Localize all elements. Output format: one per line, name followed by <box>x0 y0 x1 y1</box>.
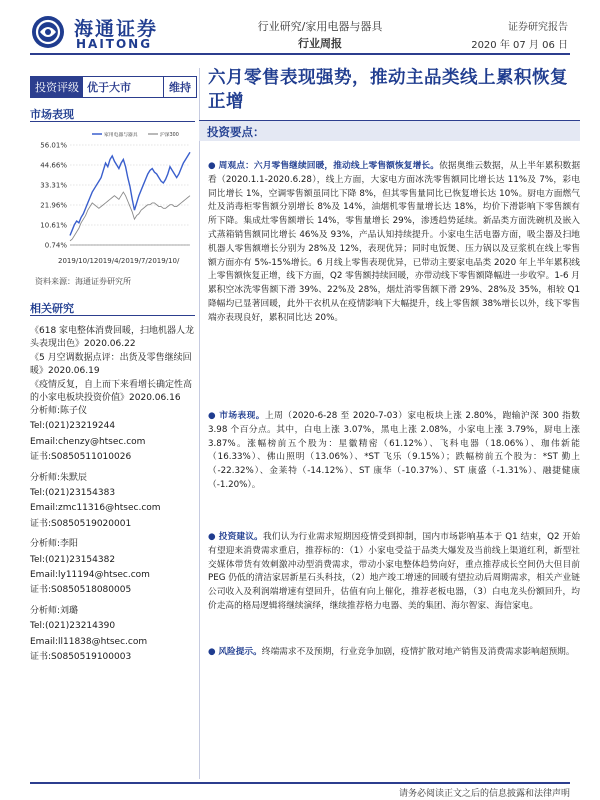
analyst-block <box>30 537 195 599</box>
paragraph-market-performance <box>208 410 580 493</box>
market-section-title: 市场表现 <box>30 108 74 121</box>
bullet-icon: ● <box>208 411 217 421</box>
paragraph-investment-advice <box>208 531 580 614</box>
report-date: 2020 年 07 月 06 日 <box>471 40 568 51</box>
related-research-date: 2020.06.22 <box>84 339 136 349</box>
risk-warning-body: 终端需求不及预期，行业竞争加剧，疫情扩散对地产销售及消费需求影响超预期。 <box>261 647 575 657</box>
market-performance-chart <box>30 127 195 267</box>
series-line-hs300 <box>70 192 190 241</box>
chart-y-tick-label: 33.31% <box>40 181 67 190</box>
analyst-block <box>30 404 195 466</box>
column-divider <box>199 68 200 779</box>
header-rule <box>30 53 570 55</box>
analyst-tel: Tel:(021)23154382 <box>30 554 116 565</box>
related-research-item[interactable] <box>30 325 195 351</box>
market-performance-lead: 市场表现。 <box>219 411 265 421</box>
analyst-name: 分析师:刘璐 <box>30 605 79 616</box>
logo-chinese-name: 海通证券 <box>74 18 159 40</box>
bullet-icon: ● <box>208 532 216 542</box>
market-performance-body: 上周（2020-6-28 至 2020-7-03）家电板块上涨 2.80%，跑输沪深 300 指数 3.98 个百分点。其中，白电上涨 3.07%，黑电上涨 2.08%，小家电上涨 3.79%，厨电上涨 3.87%。涨幅榜前五个股为：星徽精密（61.12%）、飞科电器（18.06%）、珈伟新能（16.33%）、佛山照明（13.06%）、*ST 飞乐（9.15%）；跌幅榜前五个股为：*ST 勤上（-22.32%）、金莱特（-14.12%）、ST 康华（-10.37%）、ST 康盛（-1.31%）、融捷健康（-1.20%）。 <box>208 411 580 490</box>
paragraph-risk-warning <box>208 646 580 660</box>
analyst-block <box>30 604 195 666</box>
logo-english-name: HAITONG <box>76 37 153 51</box>
bullet-icon: ● <box>208 161 216 171</box>
analyst-email[interactable]: Email:chenzy@htsec.com <box>30 436 146 447</box>
related-section-rule <box>30 315 195 316</box>
investment-rating-box <box>30 76 197 98</box>
rating-change: 维持 <box>163 77 196 97</box>
weekly-view-body: 依据奥维云数据，从上半年累积数据看（2020.1.1-2020.6.28），线上方面，大家电方面冰洗零售额同比增长达 11%及 7%，彩电同比增长 1%，空调零售额虽同比下降 8%，但其零售量同比已恢复增长达 10%。厨电方面燃气灶及消毒柜零售额分别增长 8%及 14%，油烟机零售量增长达 18%，均价下滑影响下零售额有所下降。集成灶零售额增长 14%，零售量增长 29%，渗透趋势延续。新品类方面洗碗机及嵌入式蒸箱销售额同比增长 46%及 93%，产品认知持续提升。小家电生活电器方面，吸尘器及扫地机器人零售额增长分别为 28%及 12%，表现优异；同时电饭煲、压力锅以及豆浆机在线上零售额方面亦有 5%-15%增长。6 月线上零售表现优异，已带动主要家电品类 2020 年上半年累积线上零售额恢复正增，线下方面，Q2 零售额持续回暖，亦带动线下零售额降幅进一步收窄。1-6 月累积空冰洗零售额下滑 39%、22%及 28%，烟灶消零售额下滑 29%、28%及 35%，相较 Q1 降幅均已显著回暖，此外干衣机从在疫情影响下大幅提升，线上零售额 38%增长以外，线下零售端亦表现良好，累积同比达 20%。 <box>208 161 581 323</box>
haitong-logo <box>30 12 175 52</box>
chart-grid <box>70 145 190 245</box>
bullet-icon: ● <box>208 647 216 657</box>
analyst-cert: 证书:S0850518080005 <box>30 585 132 596</box>
rating-label: 投资评级 <box>31 77 83 97</box>
risk-warning-lead: 风险提示。 <box>218 647 262 657</box>
related-research-title: 《5 月空调数据点评：出货及零售继续回暖》 <box>30 353 192 376</box>
market-section-rule <box>30 121 195 122</box>
chart-x-tick-labels: 2019/10/12019/4/2019/7/2019/10/ <box>58 257 180 265</box>
weekly-view-lead: 周观点：六月零售继续回暖，推动线上零售额恢复增长。 <box>218 161 440 171</box>
analyst-cert: 证书:S0850519100003 <box>30 652 132 663</box>
related-research-item[interactable] <box>30 352 195 378</box>
chart-y-tick-label: 56.01% <box>40 141 67 150</box>
rating-value: 优于大市 <box>87 81 131 94</box>
analyst-email[interactable]: Email:ll11838@htsec.com <box>30 636 148 647</box>
disclaimer-footer: 请务必阅读正文之后的信息披露和法律声明 <box>398 789 570 799</box>
analyst-block <box>30 471 195 533</box>
related-research-date: 2020.06.19 <box>48 366 100 376</box>
analyst-cert: 证书:S0850519020001 <box>30 518 132 529</box>
series-line-home-appliances <box>70 152 190 235</box>
paragraph-weekly-view <box>208 160 580 326</box>
analyst-tel: Tel:(021)23219244 <box>30 421 116 432</box>
footer-rule <box>30 782 570 784</box>
investment-advice-lead: 投资建议。 <box>218 532 264 542</box>
report-title: 六月零售表现强势，推动主品类线上累积恢复正增 <box>208 68 568 112</box>
related-research-item[interactable] <box>30 379 195 405</box>
report-type: 行业周报 <box>298 37 342 50</box>
legend-label-series-1: 家用电器与器具 <box>104 133 138 138</box>
analyst-name: 分析师:朱默辰 <box>30 472 88 483</box>
chart-y-tick-label: 44.66% <box>40 161 67 170</box>
analyst-contacts <box>30 404 195 666</box>
analyst-tel: Tel:(021)23214390 <box>30 621 116 632</box>
related-research-list <box>30 325 195 406</box>
chart-y-ticks <box>40 142 67 250</box>
analyst-email[interactable]: Email:zmc11316@htsec.com <box>30 503 161 514</box>
investment-advice-body: 我们认为行业需求短期因疫情受到抑制，国内市场影响基本于 Q1 结束，Q2 开始有望迎来消费需求重启，推荐标的：（1）小家电受益于品类大爆发及当前线上渠道红利，新型社交媒体带货有效刺激冲动型消费需求，带动小家电整体趋势向好，重点推荐成长空间仍大但目前 PEG 仍低的清洁家居新星石头科技，（2）地产竣工增速的回暖有望拉动后周期需求，相关产业链公司收入及利润端增速有望回升，估值有向上催化，推荐老板电器，（3）白电龙头份额回升，均价走高的格局逻辑将继续演绎，继续推荐格力电器、美的集团、海尔智家、海信家电。 <box>208 532 581 611</box>
chart-y-tick-label: 0.74% <box>44 241 67 250</box>
related-research-date: 2020.06.16 <box>129 393 181 403</box>
analyst-cert: 证书:S0850511010026 <box>30 452 132 463</box>
chart-y-tick-label: 21.96% <box>40 201 67 210</box>
chart-source: 资料来源：海通证券研究所 <box>35 277 131 286</box>
key-points-bar <box>199 120 580 141</box>
report-brand: 证券研究报告 <box>508 22 568 33</box>
related-section-title: 相关研究 <box>30 302 74 315</box>
chart-y-tick-label: 10.61% <box>40 221 67 230</box>
analyst-name: 分析师:陈子仪 <box>30 406 88 416</box>
report-category: 行业研究/家用电器与器具 <box>257 20 383 33</box>
analyst-email[interactable]: Email:ly11194@htsec.com <box>30 570 150 581</box>
haitong-seal-icon <box>30 14 66 50</box>
analyst-tel: Tel:(021)23154383 <box>30 488 116 499</box>
key-points-label: 投资要点： <box>207 125 265 139</box>
related-research-title: 《618 家电整体消费回暖，扫地机器人龙头表现出色》 <box>30 326 195 349</box>
analyst-name: 分析师:李阳 <box>30 539 79 550</box>
legend-label-series-2: 沪深300 <box>160 133 179 138</box>
related-research-title: 《疫情反复，自上而下来看增长确定性高的小家电板块投资价值》 <box>30 380 193 403</box>
